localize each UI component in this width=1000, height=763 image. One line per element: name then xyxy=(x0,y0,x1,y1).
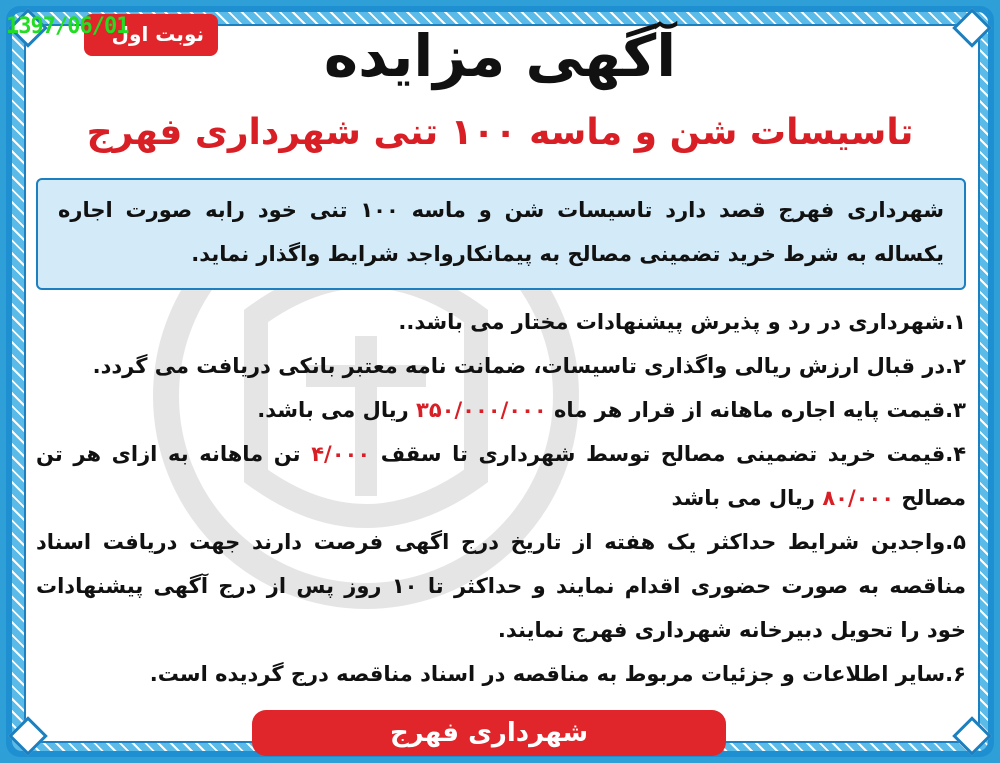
condition-3-suffix: ریال می باشد. xyxy=(257,398,409,422)
condition-4-middle: تن ماهانه به ازای هر تن مصالح xyxy=(36,442,966,510)
page-title: آگهی مزایده xyxy=(323,22,677,90)
intro-text: شهرداری فهرج قصد دارد تاسیسات شن و ماسه ۱۰۰ تنی خود رابه صورت اجاره یکساله به شرط خرید تضمینی مصالح به پیمانکارواجد شرایط واگذار نماید. xyxy=(58,198,944,266)
condition-item-6: ۶.سایر اطلاعات و جزئیات مربوط به مناقصه در اسناد مناقصه درج گردیده است. xyxy=(149,662,966,686)
condition-4-text: ۴.قیمت خرید تضمینی مصالح توسط شهرداری تا سقف xyxy=(380,442,967,466)
tonnage-cap: ۴/۰۰۰ xyxy=(311,442,371,466)
condition-item-2: ۲.در قبال ارزش ریالی واگذاری تاسیسات، ضمانت نامه معتبر بانکی دریافت می گردد. xyxy=(92,354,966,378)
condition-3-text: ۳.قیمت پایه اجاره ماهانه از قرار هر ماه xyxy=(554,398,966,422)
condition-item-1: ۱.شهرداری در رد و پذیرش پیشنهادات مختار می باشد.. xyxy=(398,310,966,334)
condition-item-3 xyxy=(36,388,966,432)
footer-signature: شهرداری فهرج xyxy=(252,710,726,756)
condition-item-5: ۵.واجدین شرایط حداکثر یک هفته از تاریخ درج اگهی فرصت دارند جهت دریافت اسناد مناقصه به صورت حضوری اقدام نمایند و حداکثر تا ۱۰ روز پس از درج آگهی پیشنهادات خود را تحویل دبیرخانه شهرداری فهرج نمایند. xyxy=(36,530,967,642)
condition-4-suffix: ریال می باشد xyxy=(671,486,815,510)
round-badge: نوبت اول xyxy=(84,14,218,56)
page-subtitle: تاسیسات شن و ماسه ۱۰۰ تنی شهرداری فهرج xyxy=(86,112,914,153)
intro-box xyxy=(36,178,966,290)
base-rent-amount: ۳۵۰/۰۰۰/۰۰۰ xyxy=(416,398,547,422)
condition-item-4 xyxy=(36,432,966,520)
conditions-list xyxy=(36,300,966,696)
price-per-ton: ۸۰/۰۰۰ xyxy=(822,486,895,510)
date-stamp: 1397/06/01 xyxy=(6,14,129,39)
